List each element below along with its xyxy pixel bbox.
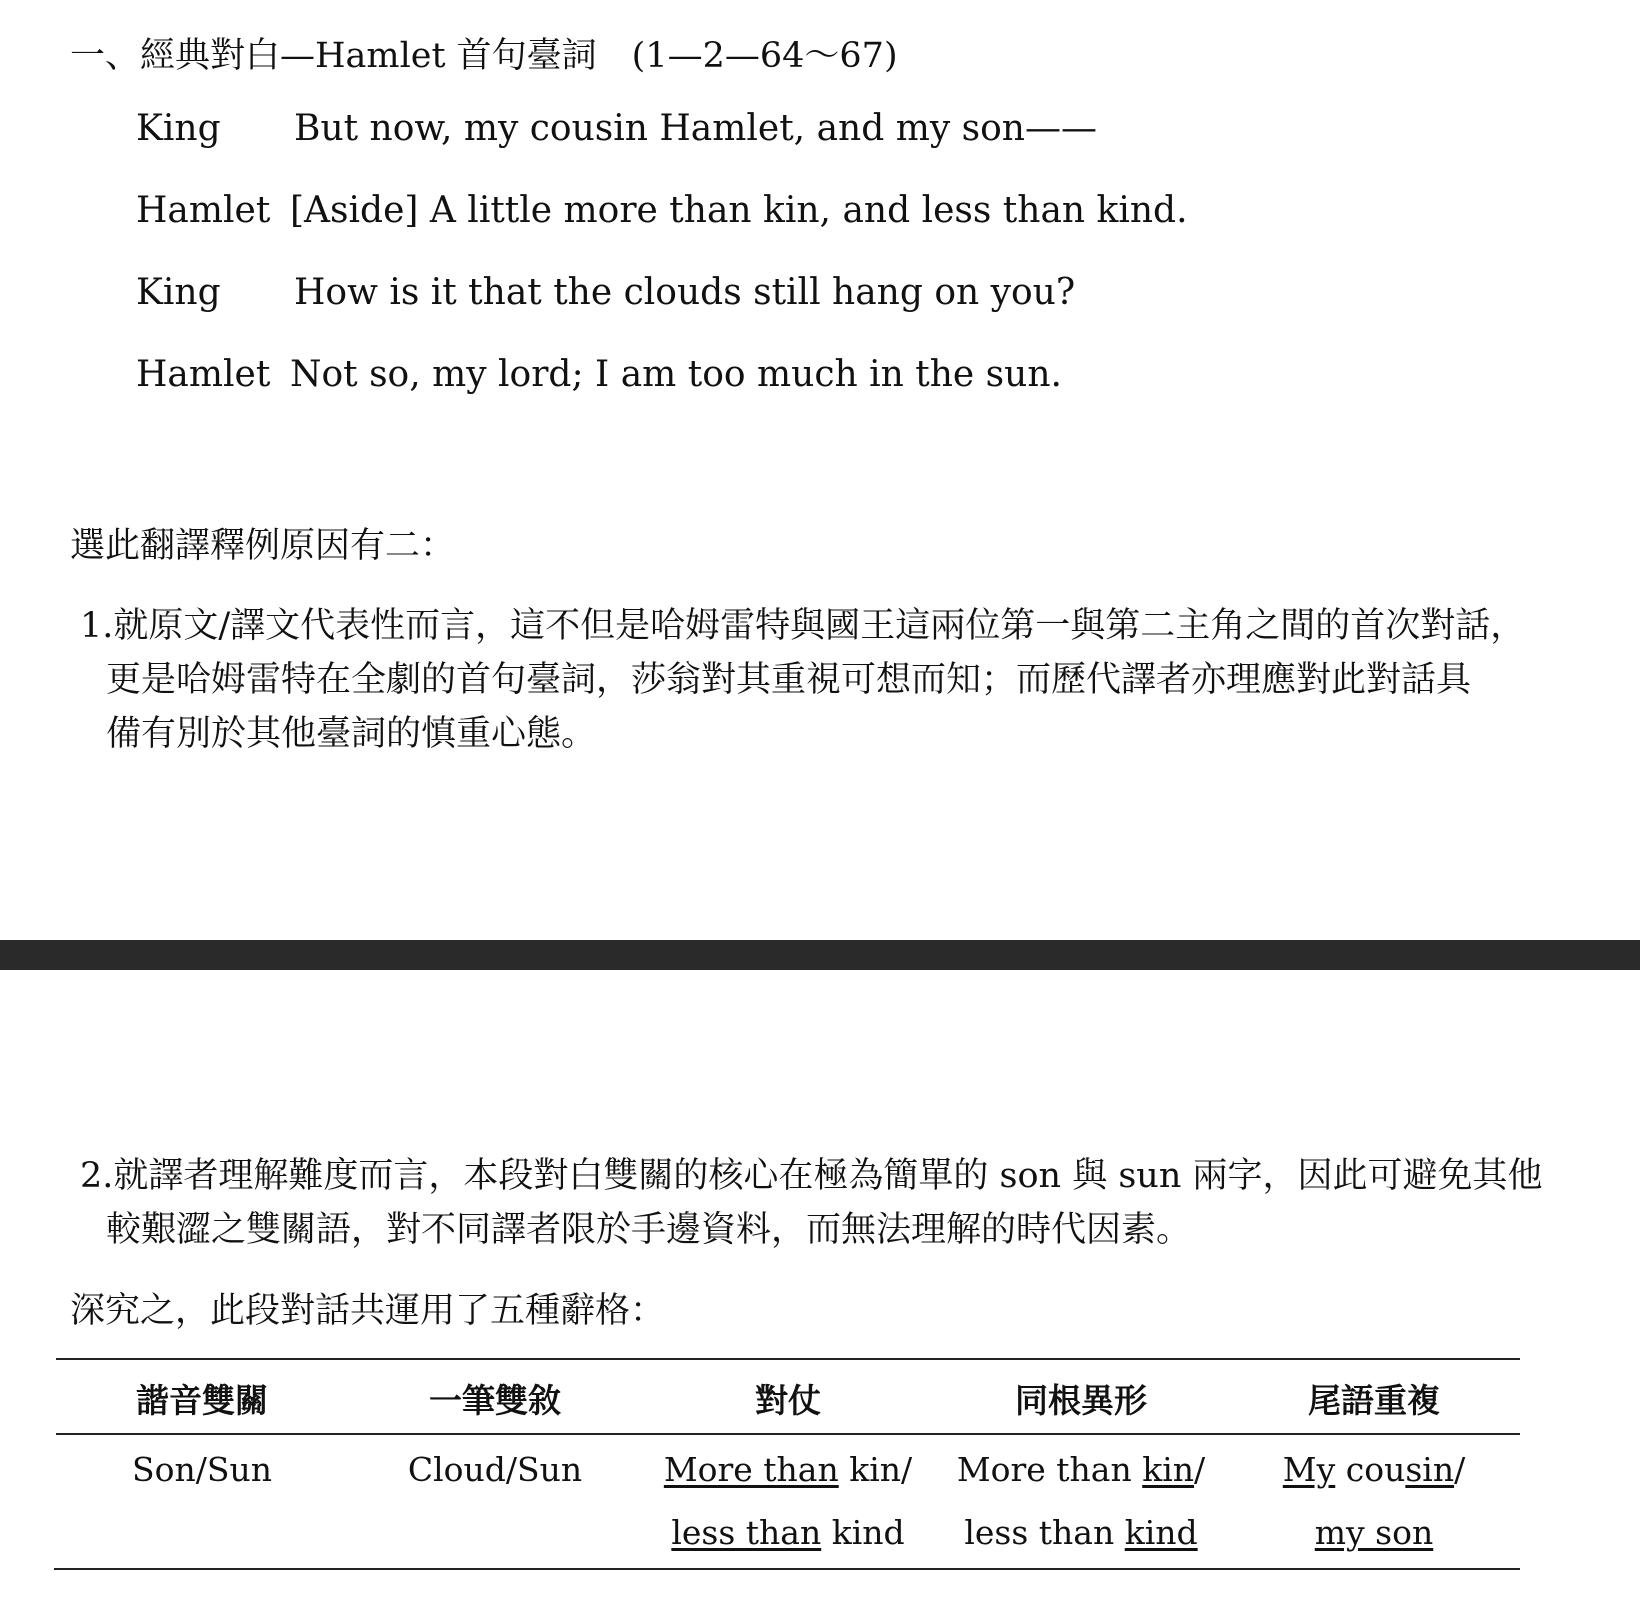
reason-1-line-1: 1.就原文/譯文代表性而言，這不但是哈姆雷特與國王這兩位第一與第二主角之間的首次對話， bbox=[80, 606, 1526, 646]
reason-2-line-2: 較艱澀之雙關語，對不同譯者限於手邊資料，而無法理解的時代因素。 bbox=[106, 1210, 1192, 1250]
cell-text: / bbox=[1454, 1450, 1466, 1489]
table-cell: Son/Sun bbox=[132, 1450, 272, 1489]
cell-text: More than bbox=[956, 1450, 1143, 1489]
reason-2-line-1: 2.就譯者理解難度而言，本段對白雙關的核心在極為簡單的 son 與 sun 兩字，因此可避免其他 bbox=[80, 1156, 1543, 1196]
table-cell bbox=[941, 1450, 1221, 1489]
dialogue-line: [Aside] A little more than kin, and less than kind. bbox=[290, 190, 1188, 231]
table-header: 一筆雙敘 bbox=[429, 1381, 561, 1420]
page-divider bbox=[0, 940, 1640, 970]
underlined-text: kin bbox=[1142, 1450, 1195, 1489]
dialogue-line: How is it that the clouds still hang on you? bbox=[294, 272, 1076, 313]
table-cell bbox=[941, 1513, 1221, 1552]
reason-1-line-2: 更是哈姆雷特在全劇的首句臺詞，莎翁對其重視可想而知；而歷代譯者亦理應對此對話具 bbox=[106, 660, 1472, 700]
underlined-text: kind bbox=[1124, 1513, 1198, 1552]
table-bottom-rule bbox=[54, 1568, 1520, 1570]
cell-text: cou bbox=[1335, 1450, 1406, 1489]
dialogue-line: Not so, my lord; I am too much in the sun. bbox=[290, 354, 1062, 395]
cell-text: less than bbox=[964, 1513, 1125, 1552]
underlined-text: my son bbox=[1314, 1513, 1434, 1552]
underlined-text: sin bbox=[1405, 1450, 1455, 1489]
cell-text: kin/ bbox=[838, 1450, 913, 1489]
underlined-text: My bbox=[1282, 1450, 1336, 1489]
table-header: 尾語重複 bbox=[1308, 1381, 1440, 1420]
reason-1-line-3: 備有別於其他臺詞的慎重心態。 bbox=[106, 714, 597, 754]
table-cell bbox=[648, 1513, 928, 1552]
table-header: 同根異形 bbox=[1015, 1381, 1147, 1420]
cell-text: kind bbox=[821, 1513, 905, 1552]
reasons-intro: 選此翻譯釋例原因有二： bbox=[70, 526, 456, 566]
speaker-name: King bbox=[136, 272, 221, 313]
cell-text: / bbox=[1194, 1450, 1206, 1489]
table-top-rule bbox=[56, 1358, 1520, 1360]
underlined-text: More than bbox=[663, 1450, 839, 1489]
table-header: 對仗 bbox=[755, 1381, 821, 1420]
speaker-name: Hamlet bbox=[136, 354, 271, 395]
underlined-text: less than bbox=[671, 1513, 822, 1552]
speaker-name: King bbox=[136, 108, 221, 149]
table-cell bbox=[1234, 1513, 1514, 1552]
table-header: 諧音雙關 bbox=[136, 1381, 268, 1420]
dialogue-line: But now, my cousin Hamlet, and my son—— bbox=[294, 108, 1097, 149]
table-header-rule bbox=[56, 1433, 1520, 1435]
table-cell bbox=[648, 1450, 928, 1489]
figures-intro: 深究之，此段對話共運用了五種辭格： bbox=[70, 1291, 666, 1331]
speaker-name: Hamlet bbox=[136, 190, 271, 231]
table-cell bbox=[1234, 1450, 1514, 1489]
section-heading: 一、經典對白—Hamlet 首句臺詞 (1—2—64～67) bbox=[70, 36, 898, 76]
table-cell: Cloud/Sun bbox=[407, 1450, 583, 1489]
